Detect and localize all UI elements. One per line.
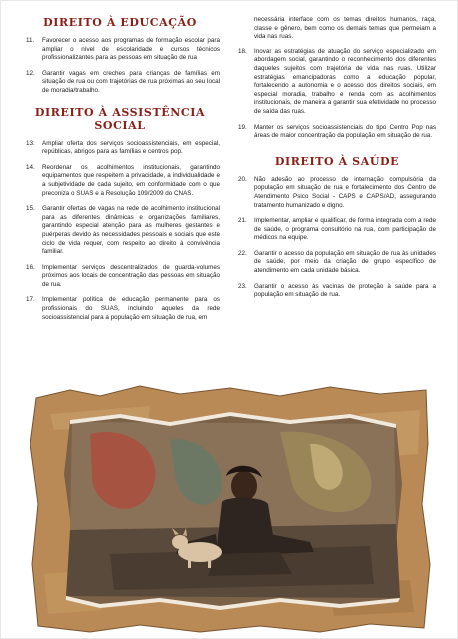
item-number: 16.	[26, 263, 35, 271]
cardboard-photo-illustration	[30, 384, 432, 634]
list-item	[26, 140, 220, 157]
list-item	[26, 37, 220, 63]
heading-direito-educacao: DIREITO À EDUCAÇÃO	[43, 16, 197, 29]
right-column	[238, 16, 436, 307]
item-text: Inovar as estratégias de atuação do serviço especializado em abordagem social, garantindo o reconhecimento dos diferentes daqueles sujeitos com trajetória de vida nas ruas. Utilizar estratégias emancipadoras como a educação popular, fortalecendo a autonomia e o acesso dos direitos sociais, em especial moradia, trabalho e renda com as acolhimentos institucionais, de maneira a garantir sua efetividade no processo de saída das ruas.	[254, 47, 436, 115]
list-item	[238, 48, 436, 117]
item-text: Reordenar os acolhimentos institucionais, garantindo equipamentos que respeitem a privacidade, a individualidade e a subjetividade de cada sujeito, em conformidade com o que preconiza o SUAS e a Resolução 109/2009 do CNAS.	[42, 163, 220, 197]
list-item	[26, 264, 220, 290]
list-item	[238, 217, 436, 243]
list-item	[238, 250, 436, 276]
item-number: 12.	[26, 69, 35, 77]
item-number: 21.	[238, 217, 247, 225]
item-number: 22.	[238, 249, 247, 257]
item-text: Garantir o acesso às vacinas de proteção à saúde para a população em situação de rua.	[254, 282, 436, 299]
list-item	[26, 70, 220, 96]
continued-text: necessária interface com os temas direitos humanos, raça, classe e gênero, bem como os demais temas que permeiam a vida nas ruas.	[254, 16, 436, 41]
item-text: Garantir vagas em creches para crianças de famílias em situação de rua ou com trajetórias de rua próximas ao seu local de moradia/trabalho.	[42, 69, 220, 94]
list-item	[238, 176, 436, 210]
list-item	[238, 283, 436, 300]
item-text: Implementar, ampliar e qualificar, de forma integrada com a rede de saúde, o programa consultório na rua, com participação de médicos na equipe.	[254, 217, 436, 242]
continued-paragraph	[238, 16, 436, 42]
list-item	[238, 124, 436, 141]
item-text: Favorecer o acesso aos programas de formação escolar para ampliar o nível de escolaridade e cursos técnicos profissionalizantes para as pessoas em situação de rua	[42, 37, 220, 62]
heading-direito-assistencia-social: DIREITO À ASSISTÊNCIA SOCIAL	[34, 105, 206, 132]
item-number: 14.	[26, 163, 35, 171]
item-number: 23.	[238, 282, 247, 290]
photo-collage-graphic	[30, 384, 432, 634]
item-number: 11.	[26, 37, 35, 44]
item-text: Ampliar oferta dos serviços socioassistenciais, em especial, repúblicas, abrigos para as famílias e centros pop.	[42, 139, 220, 156]
item-text: Implementar serviços descentralizados de guarda-volumes próximos aos locais de concentração das pessoas em situação de rua.	[42, 263, 220, 288]
item-number: 15.	[26, 205, 35, 213]
item-number: 18.	[238, 47, 247, 55]
item-text: Implementar política de educação permanente para os profissionais do SUAS, incluindo aqueles da rede socioassistencial para a população em situação de rua, em	[42, 296, 220, 321]
item-text: Garantir ofertas de vagas na rede de acolhimento institucional para as diferentes dinâmicas e organizações familiares, garantindo especial atenção para as mulheres gestantes e puérperas devido às necessidades pessoais e sociais que este ciclo de vida requer, com respeito ao direito à convivência familiar.	[42, 205, 220, 256]
left-column	[26, 16, 220, 329]
item-number: 19.	[238, 123, 247, 131]
item-text: Manter os serviços socioassistenciais do tipo Centro Pop nas áreas de maior concentração da população em situação de rua.	[254, 123, 436, 140]
item-text: Garantir o acesso da população em situação de rua às unidades de saúde, por meio da criação de grupo específico de atendimento em cada unidade básica.	[254, 249, 436, 275]
list-item	[26, 205, 220, 257]
heading-direito-saude: DIREITO À SAÚDE	[274, 154, 400, 168]
item-number: 17.	[26, 296, 35, 304]
item-number: 13.	[26, 139, 35, 147]
item-number: 20.	[238, 175, 247, 183]
list-item	[26, 296, 220, 322]
list-item	[26, 164, 220, 198]
item-text: Não adesão ao processo de internação compulsória da população em situação de rua e fortalecimento dos Centro de Atendimento Psico Social - CAPS e CAPS/AD, assegurando tratamento humanizado e digno.	[254, 175, 436, 209]
